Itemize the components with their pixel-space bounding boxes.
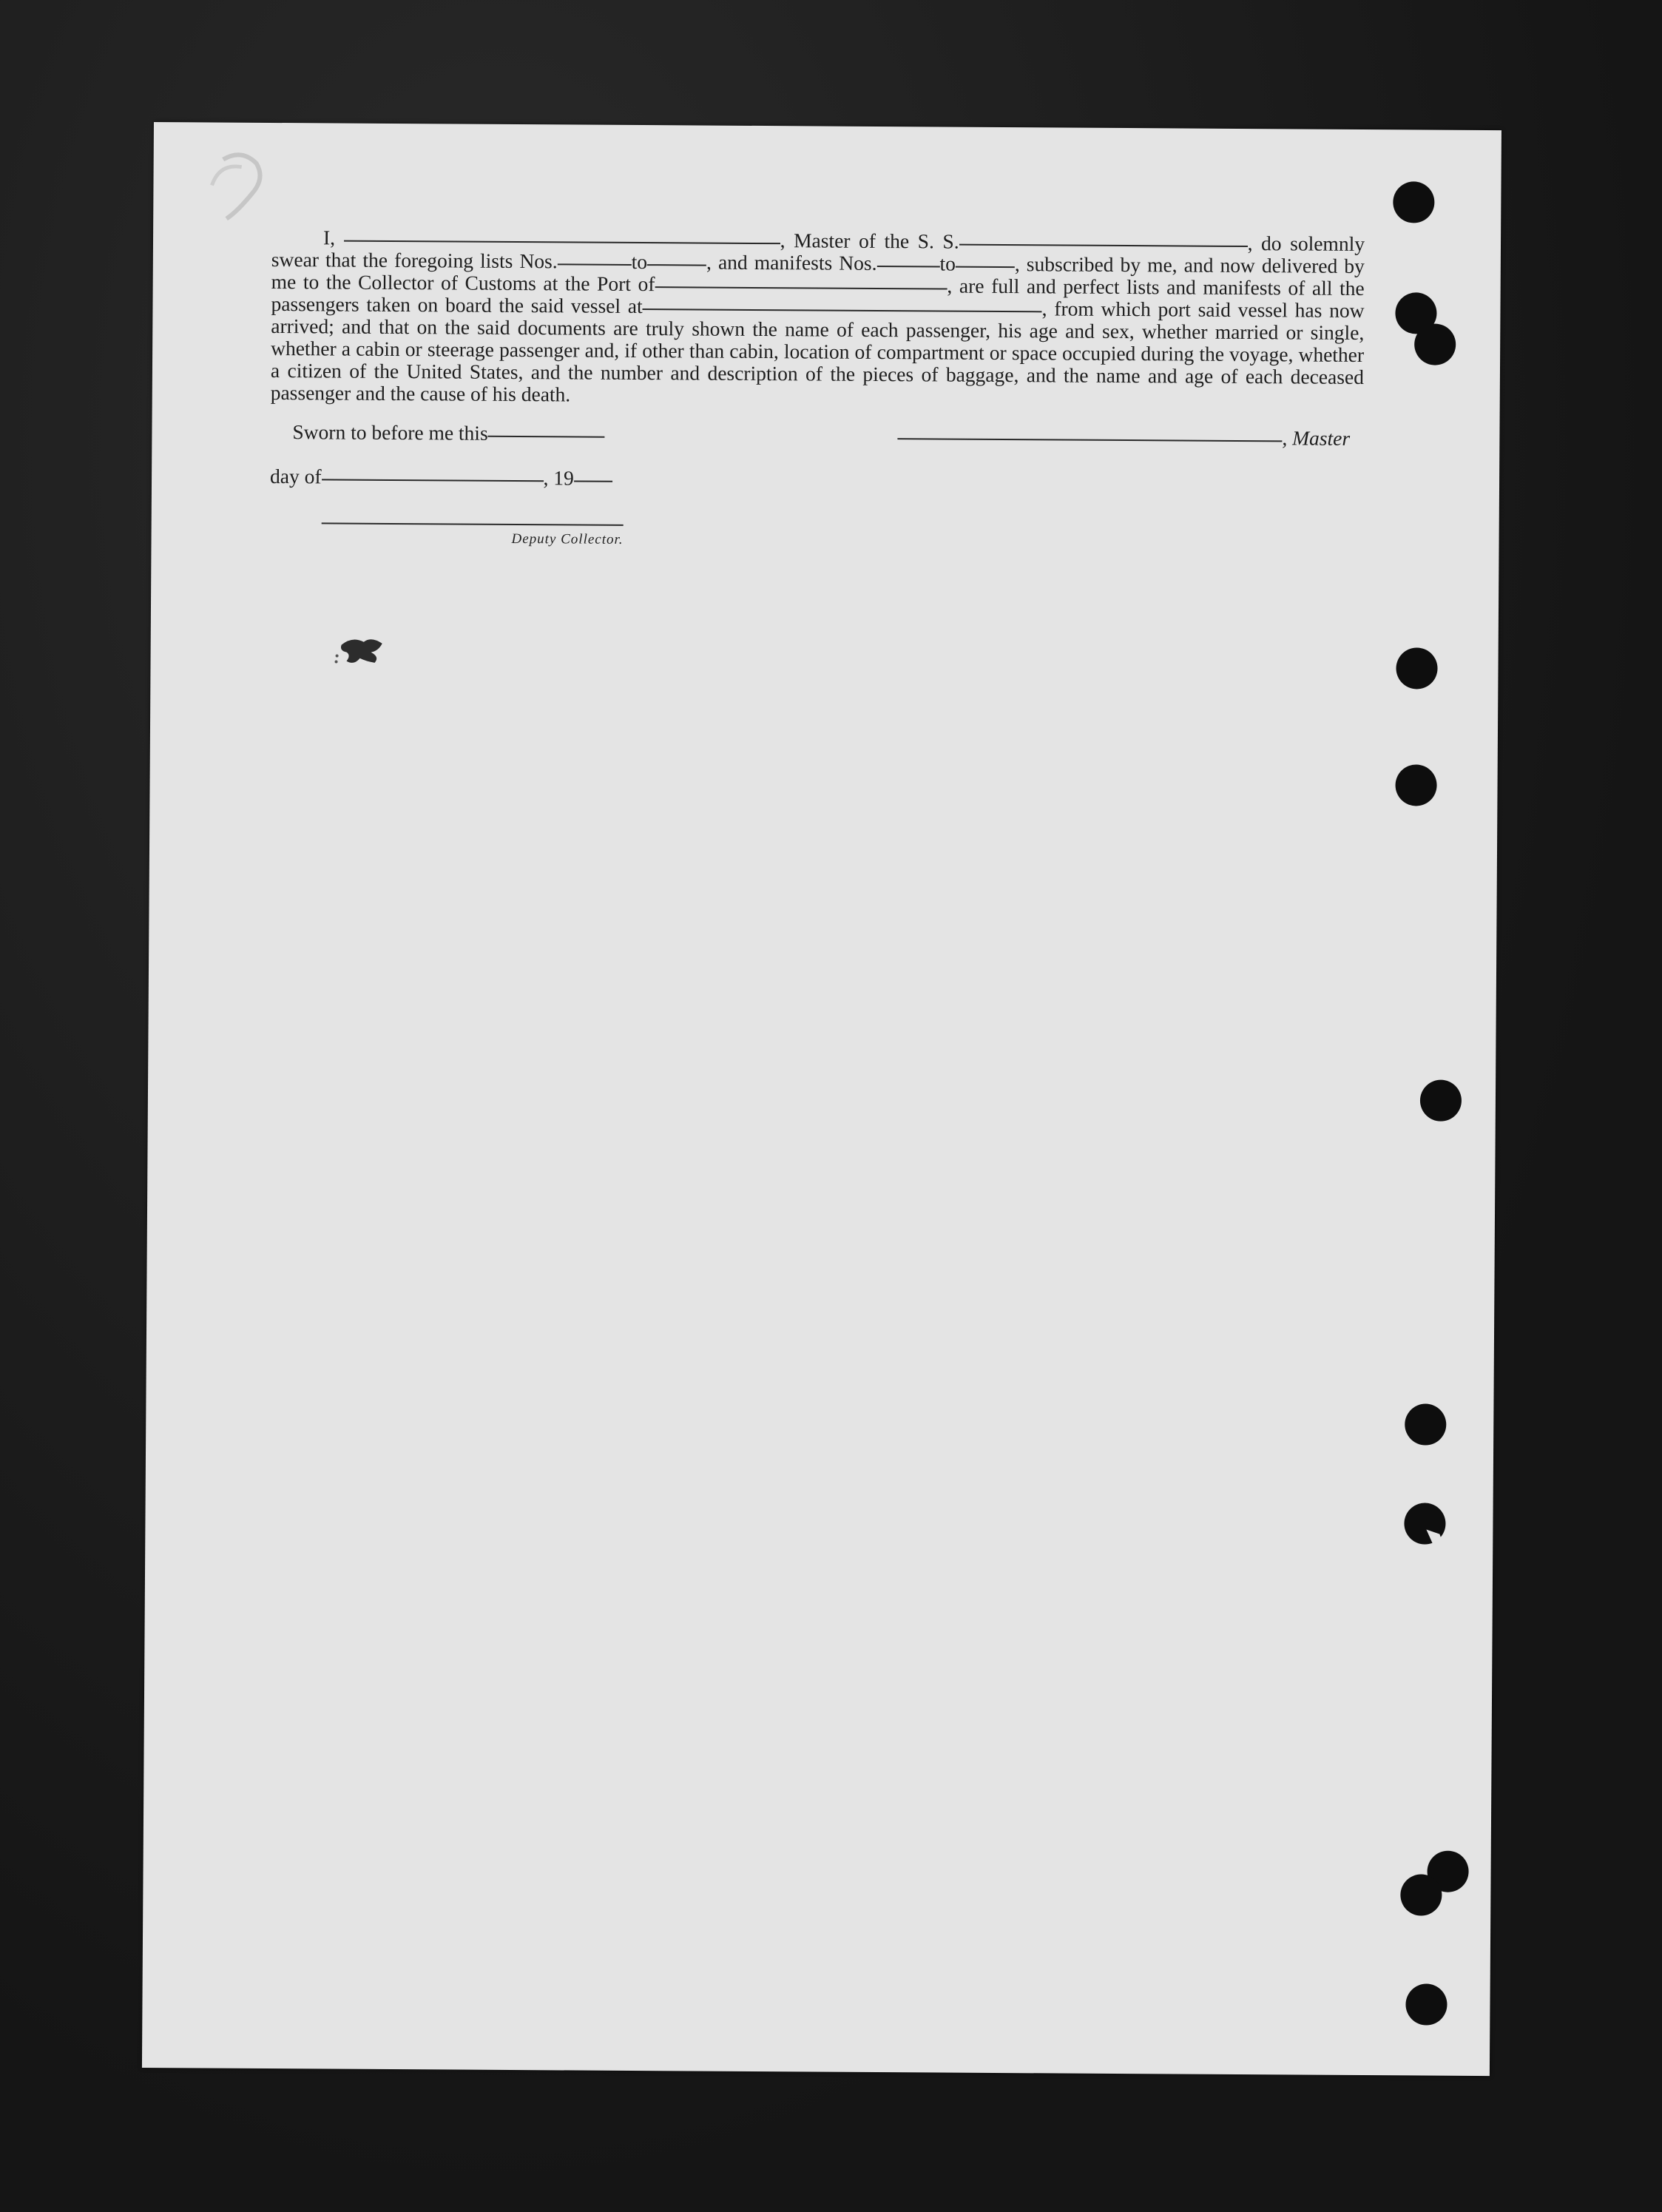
punch-hole: [1396, 647, 1437, 689]
sworn-label: Sworn to before me this: [292, 420, 488, 445]
manifests-to-blank: [956, 266, 1015, 268]
oath-to-1: to: [631, 249, 648, 274]
oath-part-6: , from which port said vessel has now arrived; and that on the said documents are truly shown the name of each passenger, his age and sex, whether married or single, whether a cabin or steerage passenger and, if other than cabin, location of compartment or space occupied during the voyage, whether a citizen of the United States, and the number and description of the pieces of baggage, and the name and age of each deceased passenger and the cause of his death.: [270, 297, 1365, 406]
manifests-from-blank: [876, 266, 939, 268]
punch-hole: [1405, 1403, 1446, 1445]
ship-name-blank: [959, 244, 1248, 247]
punch-hole: [1414, 323, 1456, 365]
year-blank: [574, 480, 612, 482]
paper-tear: [1425, 1528, 1454, 1558]
punch-hole: [1393, 181, 1434, 223]
punch-hole: [1400, 1874, 1442, 1915]
oath-part-5: , are full and perfect lists and manifests of all the passengers taken on board the said vessel at: [271, 274, 1365, 318]
oath-part-3: , and manifests Nos.: [706, 250, 877, 274]
master-label: , Master: [1282, 426, 1351, 450]
oath-to-2: to: [939, 252, 956, 275]
deputy-collector-label: Deputy Collector.: [511, 530, 624, 547]
form-page: [142, 122, 1501, 2076]
day-of-label: day of: [269, 464, 322, 488]
year-label: , 19: [543, 466, 574, 490]
sworn-day-blank: [488, 436, 605, 438]
sworn-row: [292, 420, 604, 446]
lists-to-blank: [647, 264, 706, 266]
month-blank: [322, 479, 544, 482]
punch-hole: [1405, 1983, 1447, 2025]
master-signature-row: [897, 424, 1350, 451]
deputy-signature-line: [322, 522, 624, 525]
oath-intro: I,: [322, 226, 336, 249]
ink-blot: [334, 634, 393, 671]
lists-from-blank: [558, 263, 632, 266]
master-name-blank: [344, 240, 780, 245]
faded-stamp-mark: [200, 144, 283, 226]
punch-hole: [1420, 1079, 1462, 1121]
oath-part-2: , do solemnly swear that the foregoing lists Nos.: [271, 232, 1365, 273]
port-blank: [655, 286, 947, 289]
oath-paragraph: [271, 226, 1365, 411]
master-signature-line: [897, 438, 1282, 442]
date-row: [270, 465, 612, 490]
punch-hole: [1395, 764, 1436, 806]
departure-port-blank: [643, 308, 1042, 312]
oath-part-1: , Master of the S. S.: [780, 229, 959, 253]
oath-part-4: , subscribed by me, and now delivered by me to the Collector of Customs at the Port of: [271, 252, 1365, 296]
